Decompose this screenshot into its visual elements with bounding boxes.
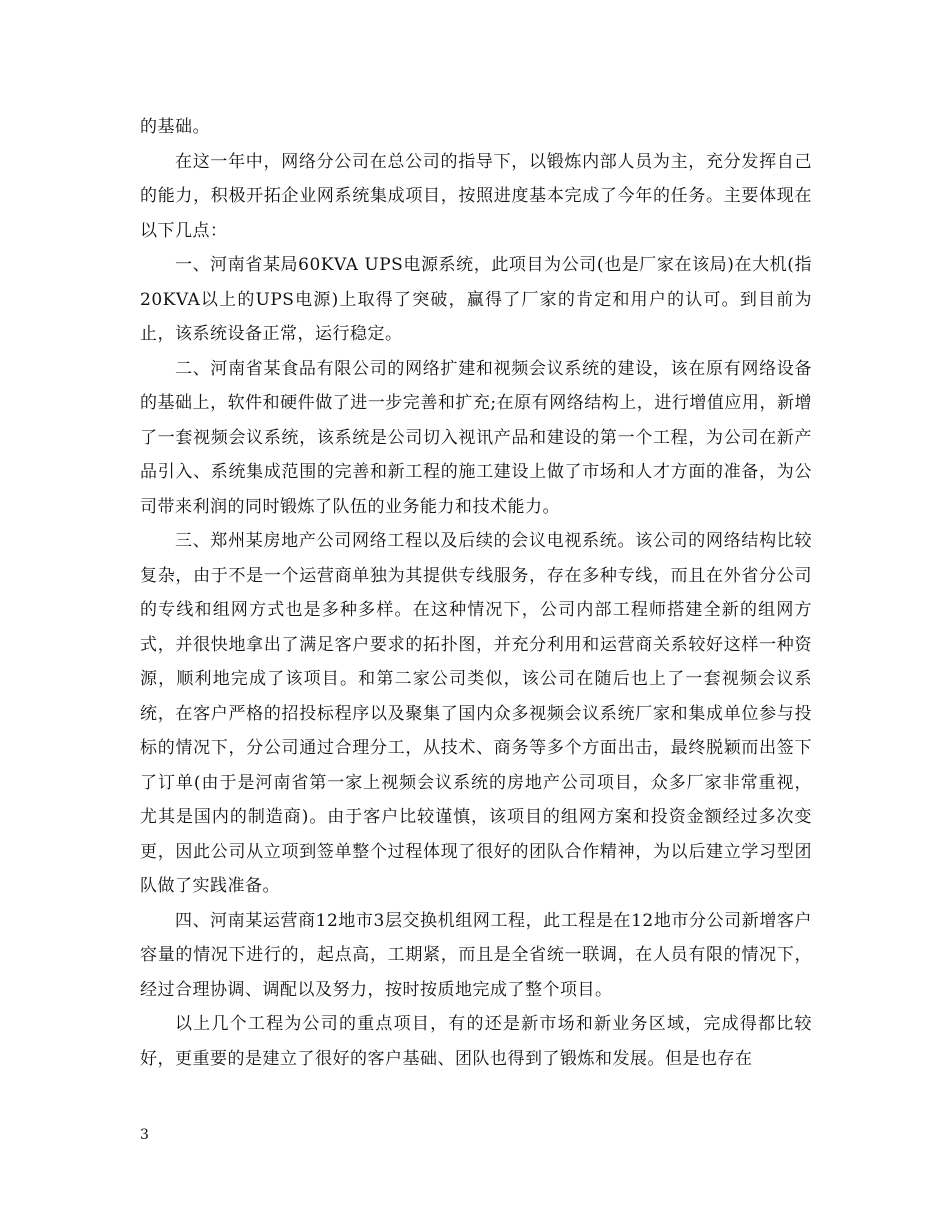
body-text [140, 110, 812, 1076]
paragraph-item-3: 三、郑州某房地产公司网络工程以及后续的会议电视系统。该公司的网络结构比较复杂，由于不是一个运营商单独为其提供专线服务，存在多种专线，而且在外省分公司的专线和组网方式也是多种多样。在这种情况下，公司内部工程师搭建全新的组网方式，并很快地拿出了满足客户要求的拓扑图，并充分利用和运营商关系较好这样一种资源，顺利地完成了该项目。和第二家公司类似，该公司在随后也上了一套视频会议系统，在客户严格的招投标程序以及聚集了国内众多视频会议系统厂家和集成单位参与投标的情况下，分公司通过合理分工，从技术、商务等多个方面出击，最终脱颖而出签下了订单(由于是河南省第一家上视频会议系统的房地产公司项目，众多厂家非常重视，尤其是国内的制造商)。由于客户比较谨慎，该项目的组网方案和投资金额经过多次变更，因此公司从立项到签单整个过程体现了很好的团队合作精神，为以后建立学习型团队做了实践准备。 [140, 531, 812, 896]
paragraph-item-1: 一、河南省某局60KVA UPS电源系统，此项目为公司(也是厂家在该局)在大机(指20KVA以上的UPS电源)上取得了突破，赢得了厂家的肯定和用户的认可。到目前为止，该系统设备正常，运行稳定。 [140, 255, 812, 344]
paragraph-intro: 在这一年中，网络分公司在总公司的指导下，以锻炼内部人员为主，充分发挥自己的能力，积极开拓企业网系统集成项目，按照进度基本完成了今年的任务。主要体现在以下几点： [140, 151, 812, 241]
paragraph-item-2: 二、河南省某食品有限公司的网络扩建和视频会议系统的建设，该在原有网络设备的基础上，软件和硬件做了进一步完善和扩充;在原有网络结构上，进行增值应用，新增了一套视频会议系统，该系统是公司切入视讯产品和建设的第一个工程，为公司在新产品引入、系统集成范围的完善和新工程的施工建设上做了市场和人才方面的准备，为公司带来利润的同时锻炼了队伍的业务能力和技术能力。 [140, 358, 812, 517]
page-number: 3 [140, 1127, 149, 1143]
paragraph-continuation: 的基础。 [140, 117, 210, 137]
paragraph-summary: 以上几个工程为公司的重点项目，有的还是新市场和新业务区域，完成得都比较好，更重要的是建立了很好的客户基础、团队也得到了锻炼和发展。但是也存在 [140, 1014, 812, 1069]
paragraph-item-4: 四、河南某运营商12地市3层交换机组网工程，此工程是在12地市分公司新增客户容量的情况下进行的，起点高，工期紧，而且是全省统一联调，在人员有限的情况下，经过合理协调、调配以及努力，按时按质地完成了整个项目。 [140, 910, 812, 1000]
